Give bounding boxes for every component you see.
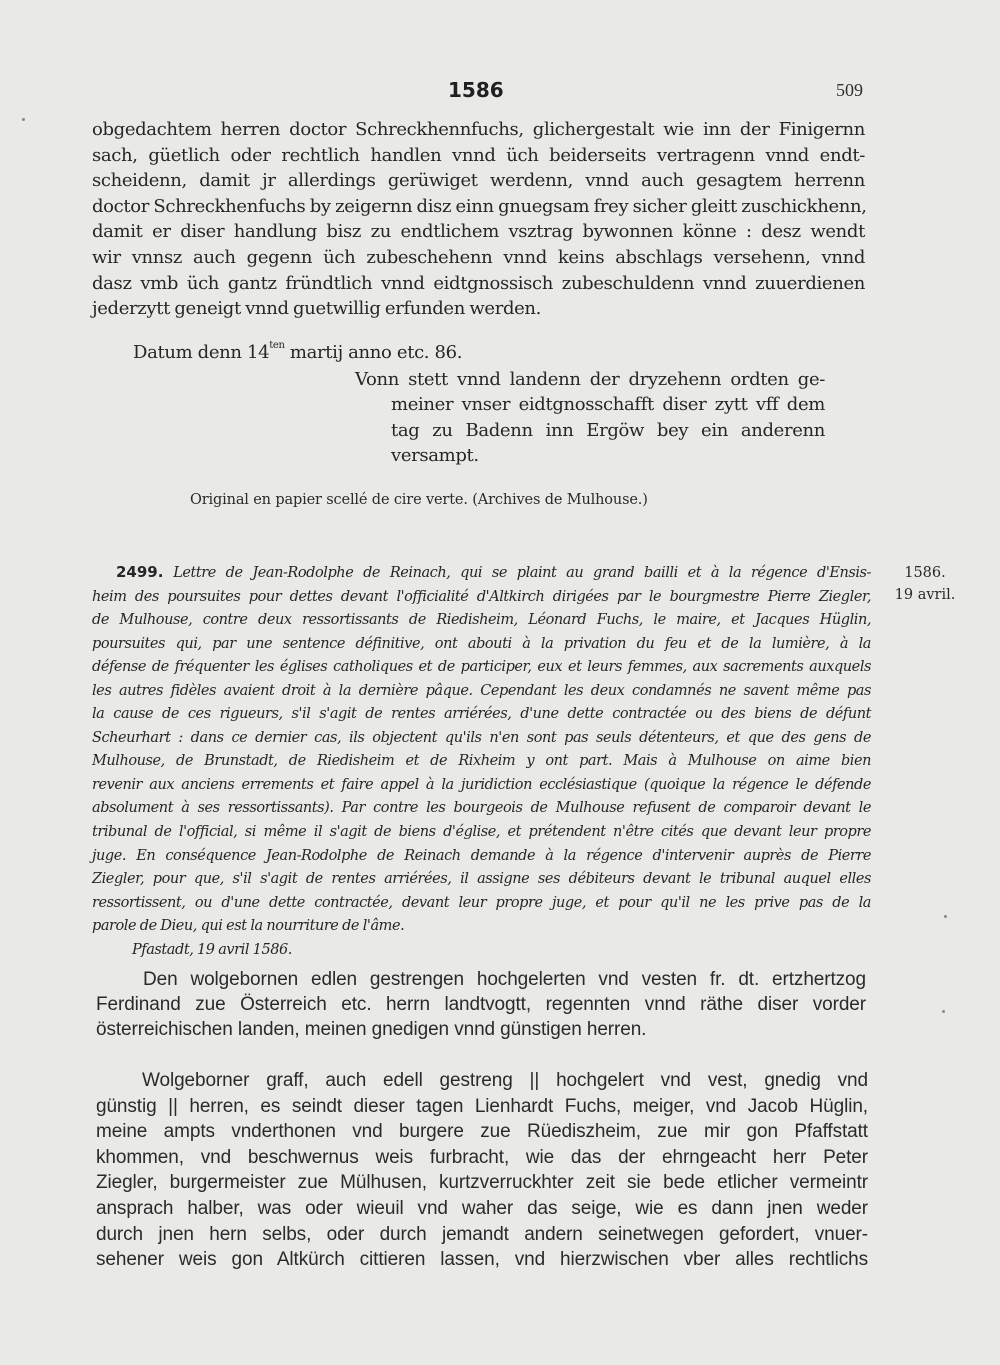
body-line: khommen, vnd beschwernus weis furbracht, wie das der ehrngeacht herr Peter (96, 1146, 868, 1168)
regest-line: la cause de ces rigueurs, s'il s'agit de rentes arriérées, d'une dette contractée ou des biens de défunt (92, 706, 871, 723)
dating-text: Datum denn 14 (133, 342, 270, 363)
address-line: Den wolgebornen edlen gestrengen hochgelerten vnd vesten fr. dt. ertzhertzog (143, 969, 866, 990)
paper-speck (944, 915, 947, 918)
body-line: Ziegler, burgermeister zue Mülhusen, kurtzverruckhter zeit sie bede etlicher vermeintr (96, 1172, 868, 1194)
dating-line (133, 342, 462, 363)
document-number: 2499. (116, 563, 164, 581)
running-head (0, 78, 1000, 108)
regest-line: de Mulhouse, contre deux ressortissants de Riedisheim, Léonard Fuchs, le maire, et Jacques Hüglin, (92, 612, 871, 629)
text-line: wir vnnsz auch gegenn üch zubeschehenn vnnd keins abschlags versehenn, vnnd (92, 246, 865, 268)
text-line: obgedachtem herren doctor Schreckhennfuchs, glichergestalt wie inn der Finigernn (92, 119, 865, 140)
address-line: Ferdinand zue Österreich etc. herrn landtvogtt, regennten vnnd räthe diser vorder (96, 994, 866, 1015)
regest-line: absolument à ses ressortissants). Par contre les bourgeois de Mulhouse refusent de comparoir devant le (92, 800, 871, 817)
text-line: damit er diser handlung bisz zu endtlichem vsztrag bywonnen könne : desz wendt (92, 221, 865, 243)
regest-line: défense de fréquenter les églises catholiques et de participer, eux et leurs femmes, aux sacrements auxquels (92, 659, 871, 676)
regest-line: revenir aux anciens errements et faire appel à la juridiction ecclésiastique (quoique la régence le défende (92, 776, 871, 793)
regest-line-text: Lettre de Jean-Rodolphe de Reinach, qui se plaint au grand bailli et à la régence d'Ensis- (163, 565, 871, 581)
letter-address (96, 967, 866, 1042)
regest-2499 (92, 561, 871, 962)
closing-line: tag zu Badenn inn Ergöw bey ein anderenn (391, 419, 825, 441)
text-line: jederzytt geneigt vnnd guetwillig erfunden werden. (92, 298, 542, 320)
dating-text-end: martij anno etc. 86. (284, 342, 463, 363)
text-line: scheidenn, damit jr allerdings gerüwiget werdenn, vnnd auch gesagtem herrenn (92, 170, 865, 192)
regest-line: les autres fidèles avaient droit à la dernière pâque. Cependant les deux condamnés ne savent même pas (92, 682, 871, 699)
closing-line: versampt. (391, 445, 479, 467)
source-note: Original en papier scellé de cire verte. (Archives de Mulhouse.) (190, 492, 648, 508)
regest-line: Scheurhart : dans ce dernier cas, ils objectent qu'ils n'en sont pas seuls détenteurs, et que des gens de (92, 729, 871, 746)
text-line: dasz vmb üch gantz fründtlich vnnd eidtgnossisch zubeschuldenn vnnd zuuerdienen (92, 272, 865, 294)
body-line: ansprach halber, was oder wieuil vnd waher das seige, wie es dann jnen weder (96, 1197, 868, 1219)
regest-line: tribunal de l'official, si même il s'agit de biens d'église, et prétendent n'être cités que devant leur propre (92, 824, 871, 841)
dating-superscript: ten (269, 340, 285, 351)
address-line: österreichischen landen, meinen gnedigen vnnd günstigen herren. (96, 1019, 647, 1040)
closing-formula (355, 367, 825, 469)
regest-line: Mulhouse, de Brunstadt, de Riedisheim et de Rixheim y ont part. Mais à Mulhouse on aime bien (92, 753, 871, 770)
body-line: sehener weis gon Altkürch cittieren lassen, vnd hierzwischen vber alles rechtlichs (96, 1249, 868, 1271)
body-line: günstig || herren, es seindt dieser tagen Lienhardt Fuchs, meiger, vnd Jacob Hüglin, (96, 1095, 868, 1117)
regest-line (92, 561, 871, 586)
letter-continuation (92, 117, 865, 322)
margin-year: 1586. (904, 565, 946, 581)
body-line: durch jnen hern selbs, oder durch jemandt andern seinetwegen gefordert, vnuer- (96, 1223, 868, 1245)
margin-date (880, 562, 970, 606)
text-line: sach, güetlich oder rechtlich handlen vnnd üch beiderseits vertragenn vnnd endt- (92, 144, 865, 166)
margin-day: 19 avril. (894, 587, 956, 603)
regest-line: poursuites qui, par une sentence définitive, ont abouti à la privation du feu et de la lumière, à la (92, 635, 871, 652)
regest-line: juge. En conséquence Jean-Rodolphe de Reinach demande à la régence d'intervenir auprès de Pierre (92, 847, 871, 864)
regest-line: parole de Dieu, qui est la nourriture de l'âme. (92, 918, 405, 935)
place-date: Pfastadt, 19 avril 1586. (132, 941, 292, 958)
regest-line: Ziegler, pour que, s'il s'agit de rentes arriérées, il assigne ses débiteurs devant le tribunal auquel elles (92, 871, 871, 888)
page-number: 509 (836, 80, 863, 100)
closing-line: meiner vnser eidtgnosschafft diser zytt vff dem (391, 394, 825, 416)
paper-speck (22, 118, 25, 121)
paper-speck (942, 1010, 945, 1013)
body-line: Wolgeborner graff, auch edell gestreng || hochgelert vnd vest, gnedig vnd (142, 1070, 868, 1091)
body-line: meine ampts vnderthonen vnd burgere zue Rüediszheim, zue mir gon Pfaffstatt (96, 1121, 868, 1143)
closing-line: Vonn stett vnnd landenn der dryzehenn ordten ge- (355, 369, 825, 390)
letter-body (96, 1068, 868, 1273)
running-head-year: 1586 (448, 78, 504, 102)
regest-line: heim des poursuites pour dettes devant l'officialité d'Altkirch dirigées par le bourgmestre Pierre Ziegler, (92, 588, 871, 605)
regest-line: ressortissent, ou d'une dette contractée, devant leur propre juge, et pour qu'il ne les prive pas de la (92, 894, 871, 911)
text-line: doctor Schreckhenfuchs by zeigernn disz einn gnuegsam frey sicher gleitt zuschickhenn, (92, 195, 867, 217)
